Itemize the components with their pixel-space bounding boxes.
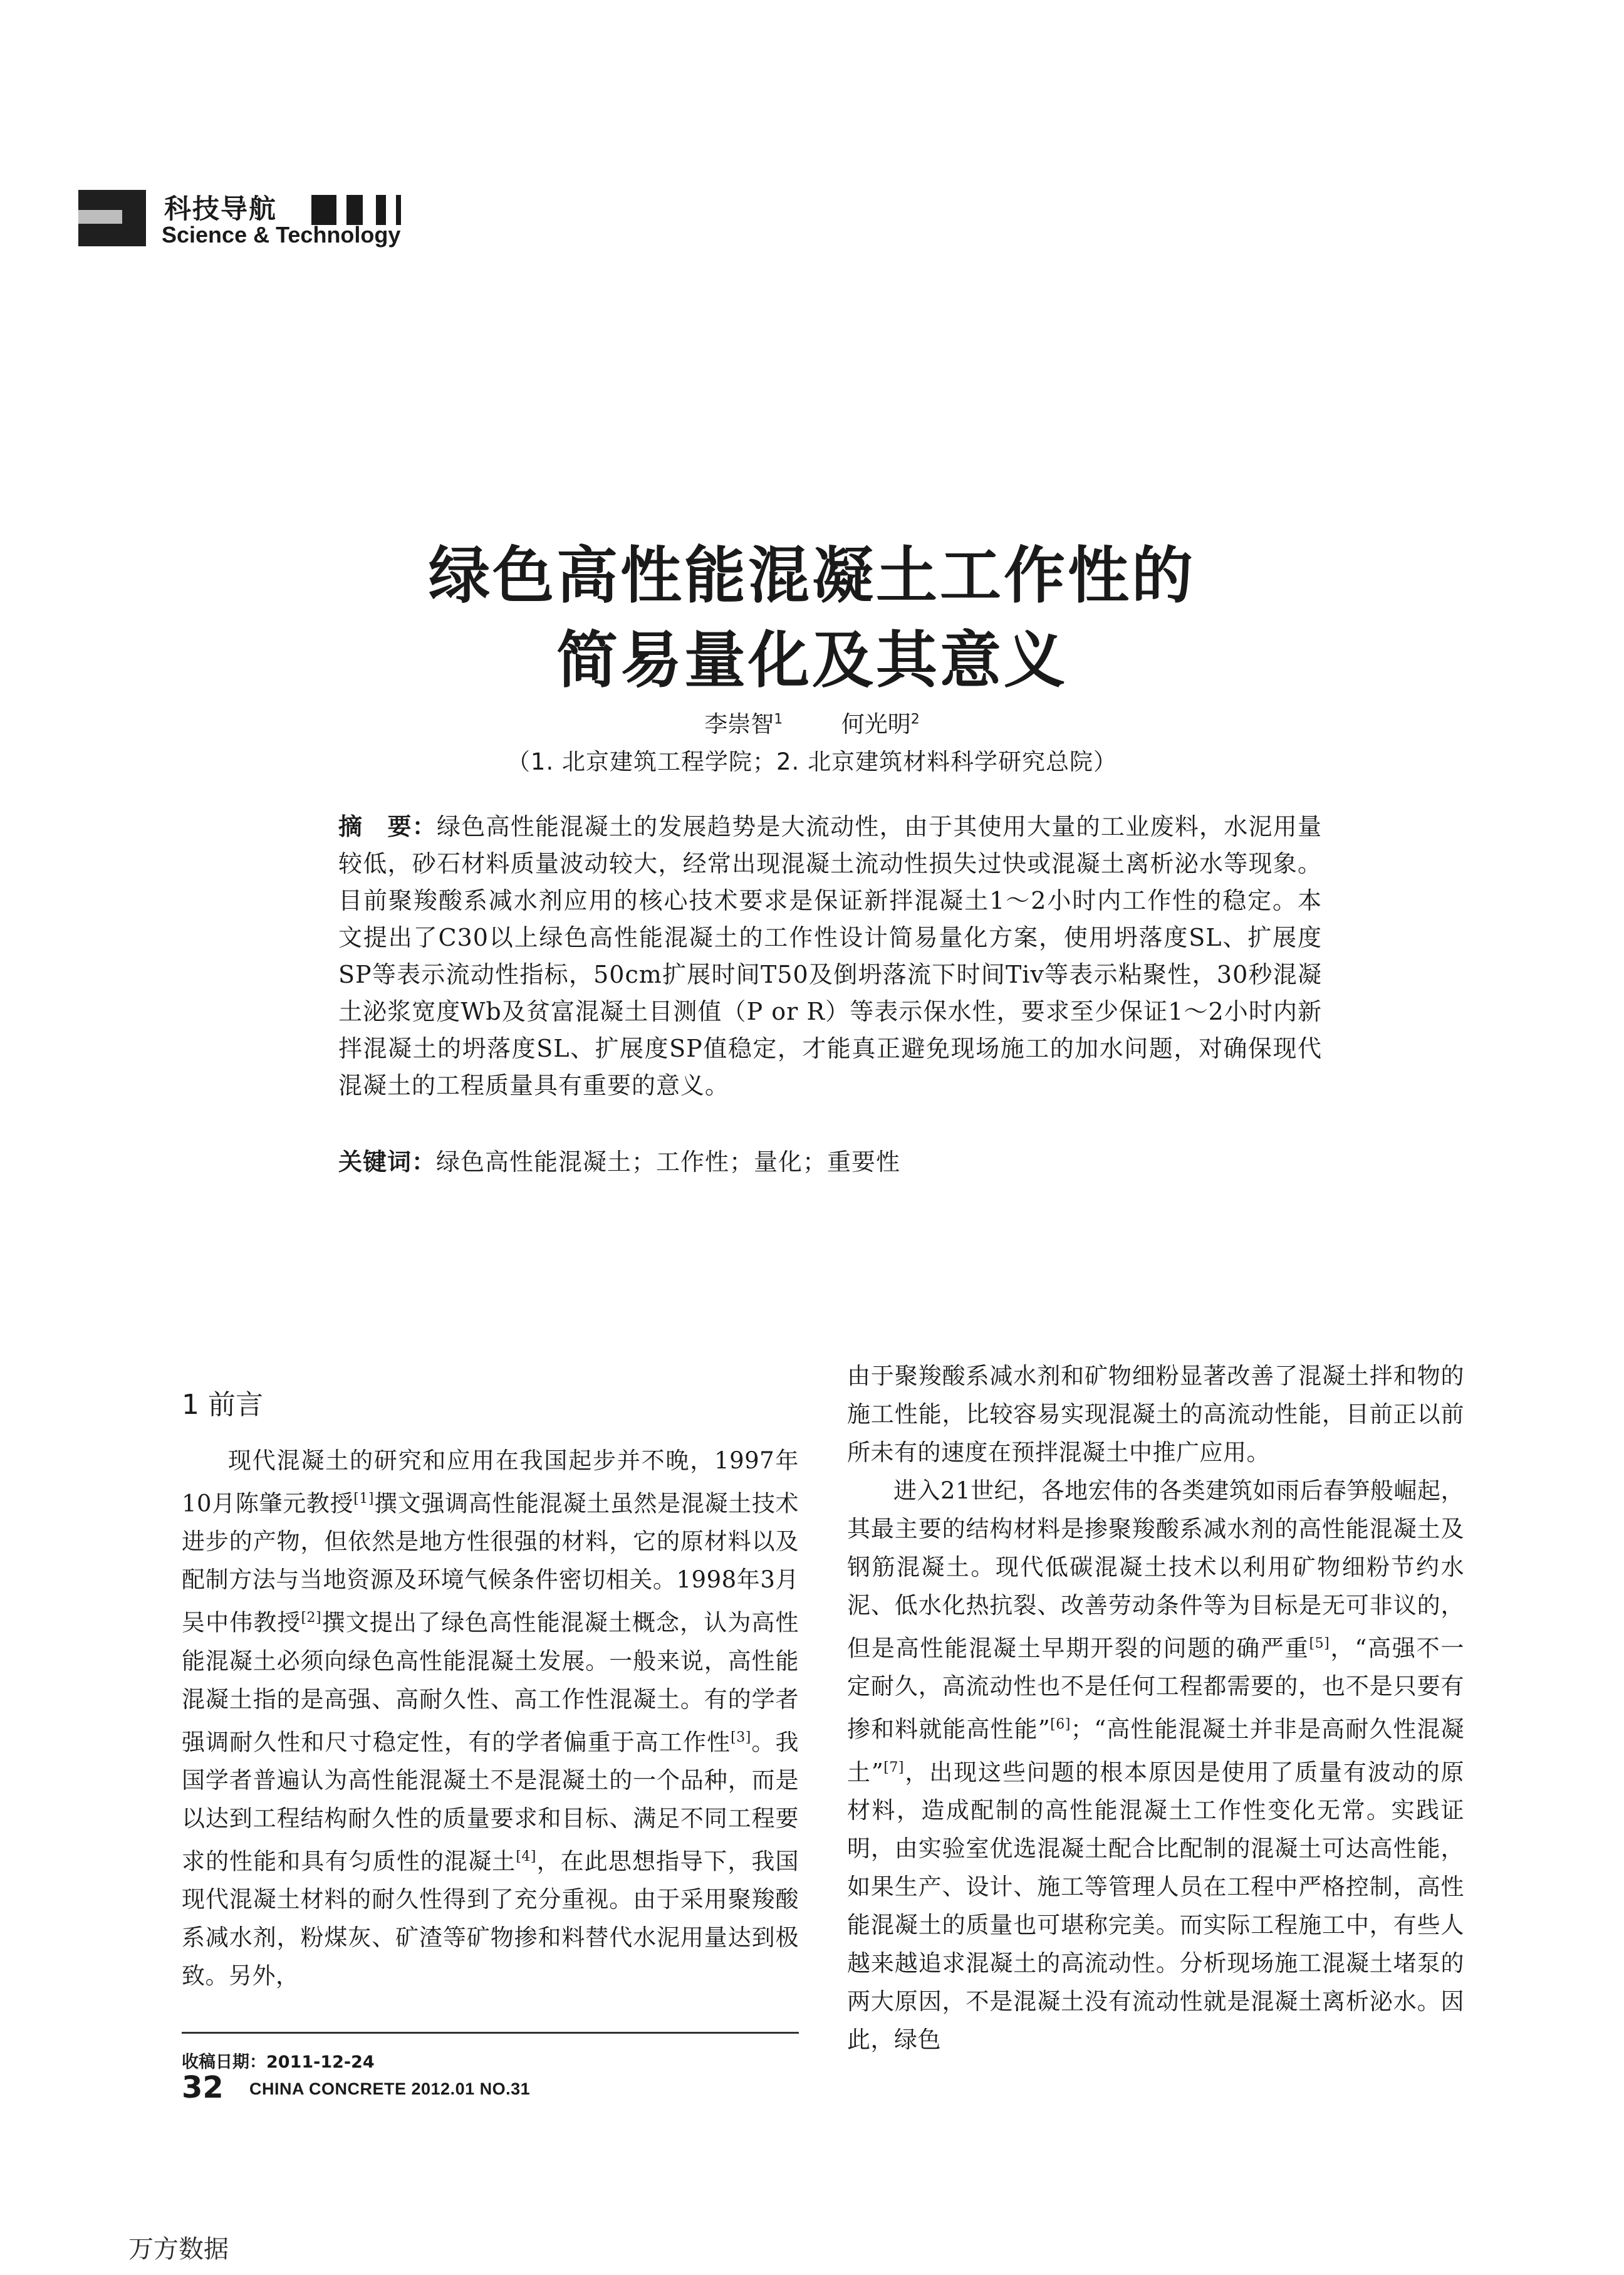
citation-ref[interactable]: [7] (883, 1759, 904, 1776)
author-name: 李崇智 (704, 711, 774, 738)
text-run: ，出现这些问题的根本原因是使用了质量有波动的原材料，造成配制的高性能混凝土工作性变化无常。实践证明，由实验室优选混凝土配合比配制的混凝土可达高性能，如果生产、设计、施工等管理人员在工程中严格控制，高性能混凝土的质量也可堪称完美。而实际工程施工中，有些人越来越追求混凝土的高流动性。分析现场施工混凝土堵泵的两大原因，不是混凝土没有流动性就是混凝土离析泌水。因此，绿色 (847, 1758, 1465, 2053)
brand-block-icon (346, 195, 363, 225)
citation-ref[interactable]: [3] (731, 1729, 751, 1745)
brand-logo-notch (78, 210, 122, 224)
article-title-line-1: 绿色高性能混凝土工作性的 (428, 540, 1195, 612)
text-run: 。我国学者普遍认为高性能混凝土不是混凝土的一个品种，而是以达到工程结构耐久性的质量要求和目标、满足不同工程要求的性能和具有匀质性的混凝土 (182, 1728, 799, 1875)
abstract-text: 绿色高性能混凝土的发展趋势是大流动性，由于其使用大量的工业废料，水泥用量较低，砂石材料质量波动较大，经常出现混凝土流动性损失过快或混凝土离析泌水等现象。目前聚羧酸系减水剂应用的核心技术要求是保证新拌混凝土1～2小时内工作性的稳定。本文提出了C30以上绿色高性能混凝土的工作性设计简易量化方案，使用坍落度SL、扩展度SP等表示流动性指标，50cm扩展时间T50及倒坍落流下时间Tiv等表示粘聚性，30秒混凝土泌浆宽度Wb及贫富混凝土目测值（P or R）等表示保水性，要求至少保证1～2小时内新拌混凝土的坍落度SL、扩展度SP值稳定，才能真正避免现场施工的加水问题，对确保现代混凝土的工程质量具有重要的意义。 (338, 813, 1322, 1099)
text-run: 撰文强调高性能混凝土虽然是混凝土技术进步的产物，但依然是地方性很强的材料，它的原材料以及配制方法与当地资源及环境气候条件密切相关。1998年3月吴中伟教授 (182, 1490, 799, 1636)
paragraph: 由于聚羧酸系减水剂和矿物细粉显著改善了混凝土拌和物的施工性能，比较容易实现混凝土的高流动性能，目前正以前所未有的速度在预拌混凝土中推广应用。 (847, 1362, 1464, 1466)
text-run: 进入21世纪，各地宏伟的各类建筑如雨后春笋般崛起，其最主要的结构材料是掺聚羧酸系减水剂的高性能混凝土及钢筋混凝土。现代低碳混凝土技术以利用矿物细粉节约水泥、低水化热抗裂、改善劳动条件等为目标是无可非议的，但是高性能混凝土早期开裂的问题的确严重 (847, 1477, 1464, 1662)
abstract (338, 808, 1322, 1104)
text-run: ，“高强不一定耐久，高流动性也不是任何工程都需要的，也不是只要有掺和料就能高性能” (847, 1634, 1465, 1743)
section-label-en: Science & Technology (162, 222, 401, 248)
watermark: 万方数据 (128, 2235, 229, 2264)
brand-block-icon (396, 195, 401, 225)
footnote-divider (182, 2032, 799, 2034)
received-date: 收稿日期：2011-12-24 (182, 2053, 375, 2072)
text-run: ；“高性能混凝土并非是高耐久性混凝土” (847, 1715, 1464, 1786)
text-run: ，在此思想指导下，我国现代混凝土材料的耐久性得到了充分重视。由于采用聚羧酸系减水剂，粉煤灰、矿渣等矿物掺和料替代水泥用量达到极致。另外， (182, 1848, 799, 1990)
body-column-left (182, 1441, 799, 1995)
body-column-right (847, 1357, 1464, 2059)
paragraph (182, 1441, 799, 1995)
brand-block-icon (311, 195, 336, 225)
text-run: 撰文提出了绿色高性能混凝土概念，认为高性能混凝土必须向绿色高性能混凝土发展。一般来说，高性能混凝土指的是高强、高耐久性、高工作性混凝土。有的学者强调耐久性和尺寸稳定性，有的学者偏重于高工作性 (182, 1609, 799, 1755)
citation-ref[interactable]: [2] (301, 1610, 322, 1626)
brand-block-icon (376, 195, 386, 225)
abstract-label: 摘 要： (338, 813, 437, 840)
citation-ref[interactable]: [6] (1050, 1717, 1071, 1733)
text-run: 现代混凝土的研究和应用在我国起步并不晚，1997年10月陈肇元教授 (182, 1447, 799, 1517)
citation-ref[interactable]: [5] (1309, 1636, 1330, 1651)
affiliation: （1. 北京建筑工程学院；2. 北京建筑材料科学研究总院） (506, 748, 1118, 775)
keywords (338, 1144, 1322, 1181)
author-name: 何光明 (841, 711, 911, 738)
page-number: 32 (182, 2070, 224, 2105)
journal-info: CHINA CONCRETE 2012.01 NO.31 (249, 2079, 531, 2098)
article-title-line-2: 简易量化及其意义 (556, 625, 1068, 696)
citation-ref[interactable]: [1] (353, 1491, 374, 1507)
keywords-text: 绿色高性能混凝土；工作性；量化；重要性 (436, 1148, 901, 1176)
keywords-label: 关键词： (338, 1148, 437, 1176)
section-heading: 1 前言 (182, 1389, 263, 1421)
section-label-cn: 科技导航 (164, 194, 277, 225)
paragraph (847, 1472, 1464, 2059)
author-list (0, 705, 1624, 739)
author-affil-mark: 1 (774, 711, 783, 728)
citation-ref[interactable]: [4] (516, 1848, 536, 1864)
author-affil-mark: 2 (910, 711, 920, 728)
